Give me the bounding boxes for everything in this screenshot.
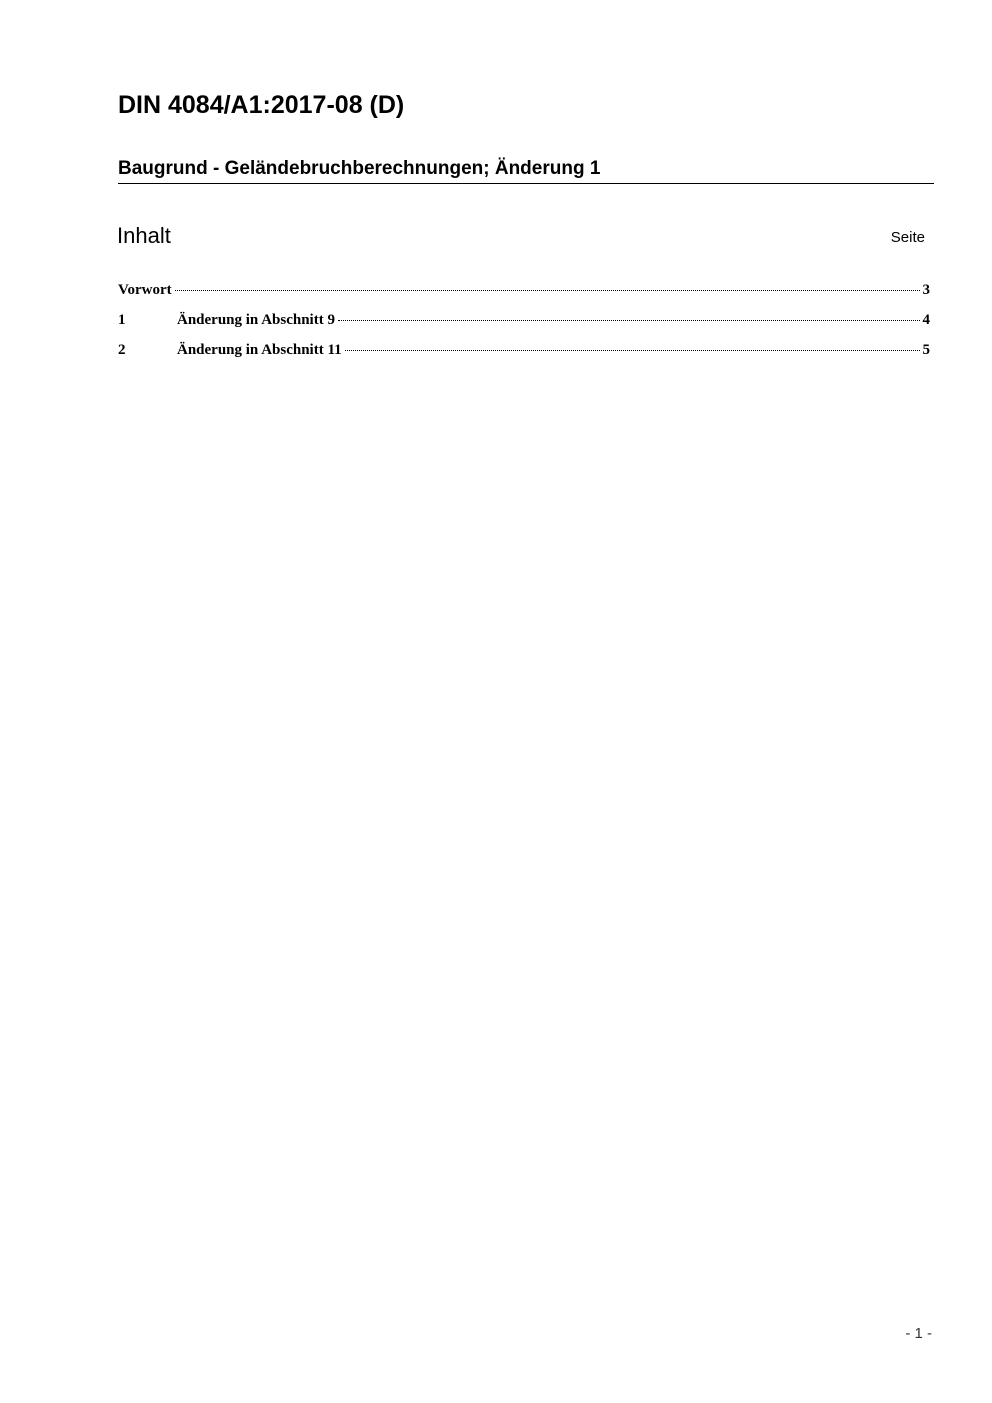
- toc-entry-label: Vorwort: [118, 282, 172, 298]
- toc-entry-vorwort[interactable]: [118, 280, 930, 310]
- toc-entry-page: 4: [922, 312, 930, 328]
- toc-dot-leader: [175, 289, 920, 291]
- toc-entry-number: 2: [118, 342, 126, 358]
- toc-entry-number: 1: [118, 312, 126, 328]
- table-of-contents: [118, 280, 930, 370]
- toc-entry-page: 3: [922, 282, 930, 298]
- toc-entry-label: Änderung in Abschnitt 11: [177, 342, 342, 358]
- toc-dot-leader: [345, 349, 920, 351]
- page-number: - 1 -: [905, 1325, 932, 1342]
- toc-entry-section-1[interactable]: [118, 310, 930, 340]
- toc-dot-leader: [338, 319, 920, 321]
- document-title: DIN 4084/A1:2017-08 (D): [118, 91, 405, 119]
- toc-heading: Inhalt: [117, 223, 171, 248]
- toc-entry-label: Änderung in Abschnitt 9: [177, 312, 335, 328]
- document-subtitle: Baugrund - Geländebruchberechnungen; Änderung 1: [118, 157, 934, 184]
- toc-entry-page: 5: [922, 342, 930, 358]
- toc-entry-section-2[interactable]: [118, 340, 930, 370]
- toc-page-column-label: Seite: [890, 229, 925, 246]
